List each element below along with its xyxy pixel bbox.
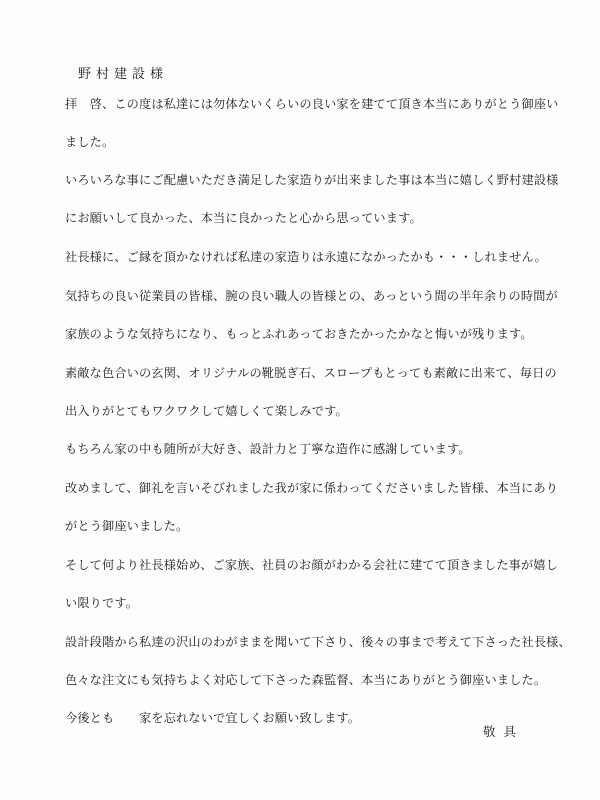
letter-line: もちろん家の中も随所が大好き、設計力と丁寧な造作に感謝しています。 — [65, 442, 471, 456]
letter-line: いろいろな事にご配慮いただき満足した家造りが出来ました事は本当に嬉しく野村建設様 — [65, 173, 559, 187]
letter-line: 拝 啓、この度は私達には勿体ないくらいの良い家を建てて頂き本当にありがとう御座い — [65, 97, 559, 111]
letter-line: がとう御座いました。 — [65, 519, 189, 533]
letter-line: ました。 — [65, 135, 115, 149]
letter-line: 改めまして、御礼を言いそびれました我が家に係わってくださいました皆様、本当にあり — [65, 481, 559, 495]
letter-line: そして何より社長様始め、ご家族、社員のお顔がわかる会社に建てて頂きました事が嬉し — [65, 558, 559, 572]
letter-line: 社長様に、ご縁を頂かなければ私達の家造りは永遠になかったかも・・・しれません。 — [65, 250, 547, 264]
letter-line: 設計段階から私達の沢山のわがままを聞いて下さり、後々の事まで考えて下さった社長様、 — [65, 635, 571, 649]
letter-line: にお願いして良かった、本当に良かったと心から思っています。 — [65, 211, 422, 225]
letter-line: 今後とも 家を忘れないで宜しくお願い致します。 — [65, 711, 361, 725]
letter-line: 色々な注文にも気持ちよく対応して下さった森監督、本当にありがとう御座いました。 — [65, 673, 547, 687]
addressee: 野村建設様 — [78, 67, 169, 82]
letter-line: 素敵な色合いの玄関、オリジナルの靴脱ぎ石、スロープもとっても素敵に出来て、毎日の — [65, 366, 557, 380]
letter-line: 家族のような気持ちになり、もっとふれあっておきたかったかなと悔いが残ります。 — [65, 327, 533, 341]
letter-line: 気持ちの良い従業員の皆様、腕の良い職人の皆様との、あっという間の半年余りの時間が — [65, 289, 558, 303]
closing-signoff: 敬具 — [483, 724, 525, 739]
letter-line: い限りです。 — [65, 596, 139, 610]
letter-line: 出入りがとてもワクワクして嬉しくて楽しみです。 — [65, 404, 348, 418]
